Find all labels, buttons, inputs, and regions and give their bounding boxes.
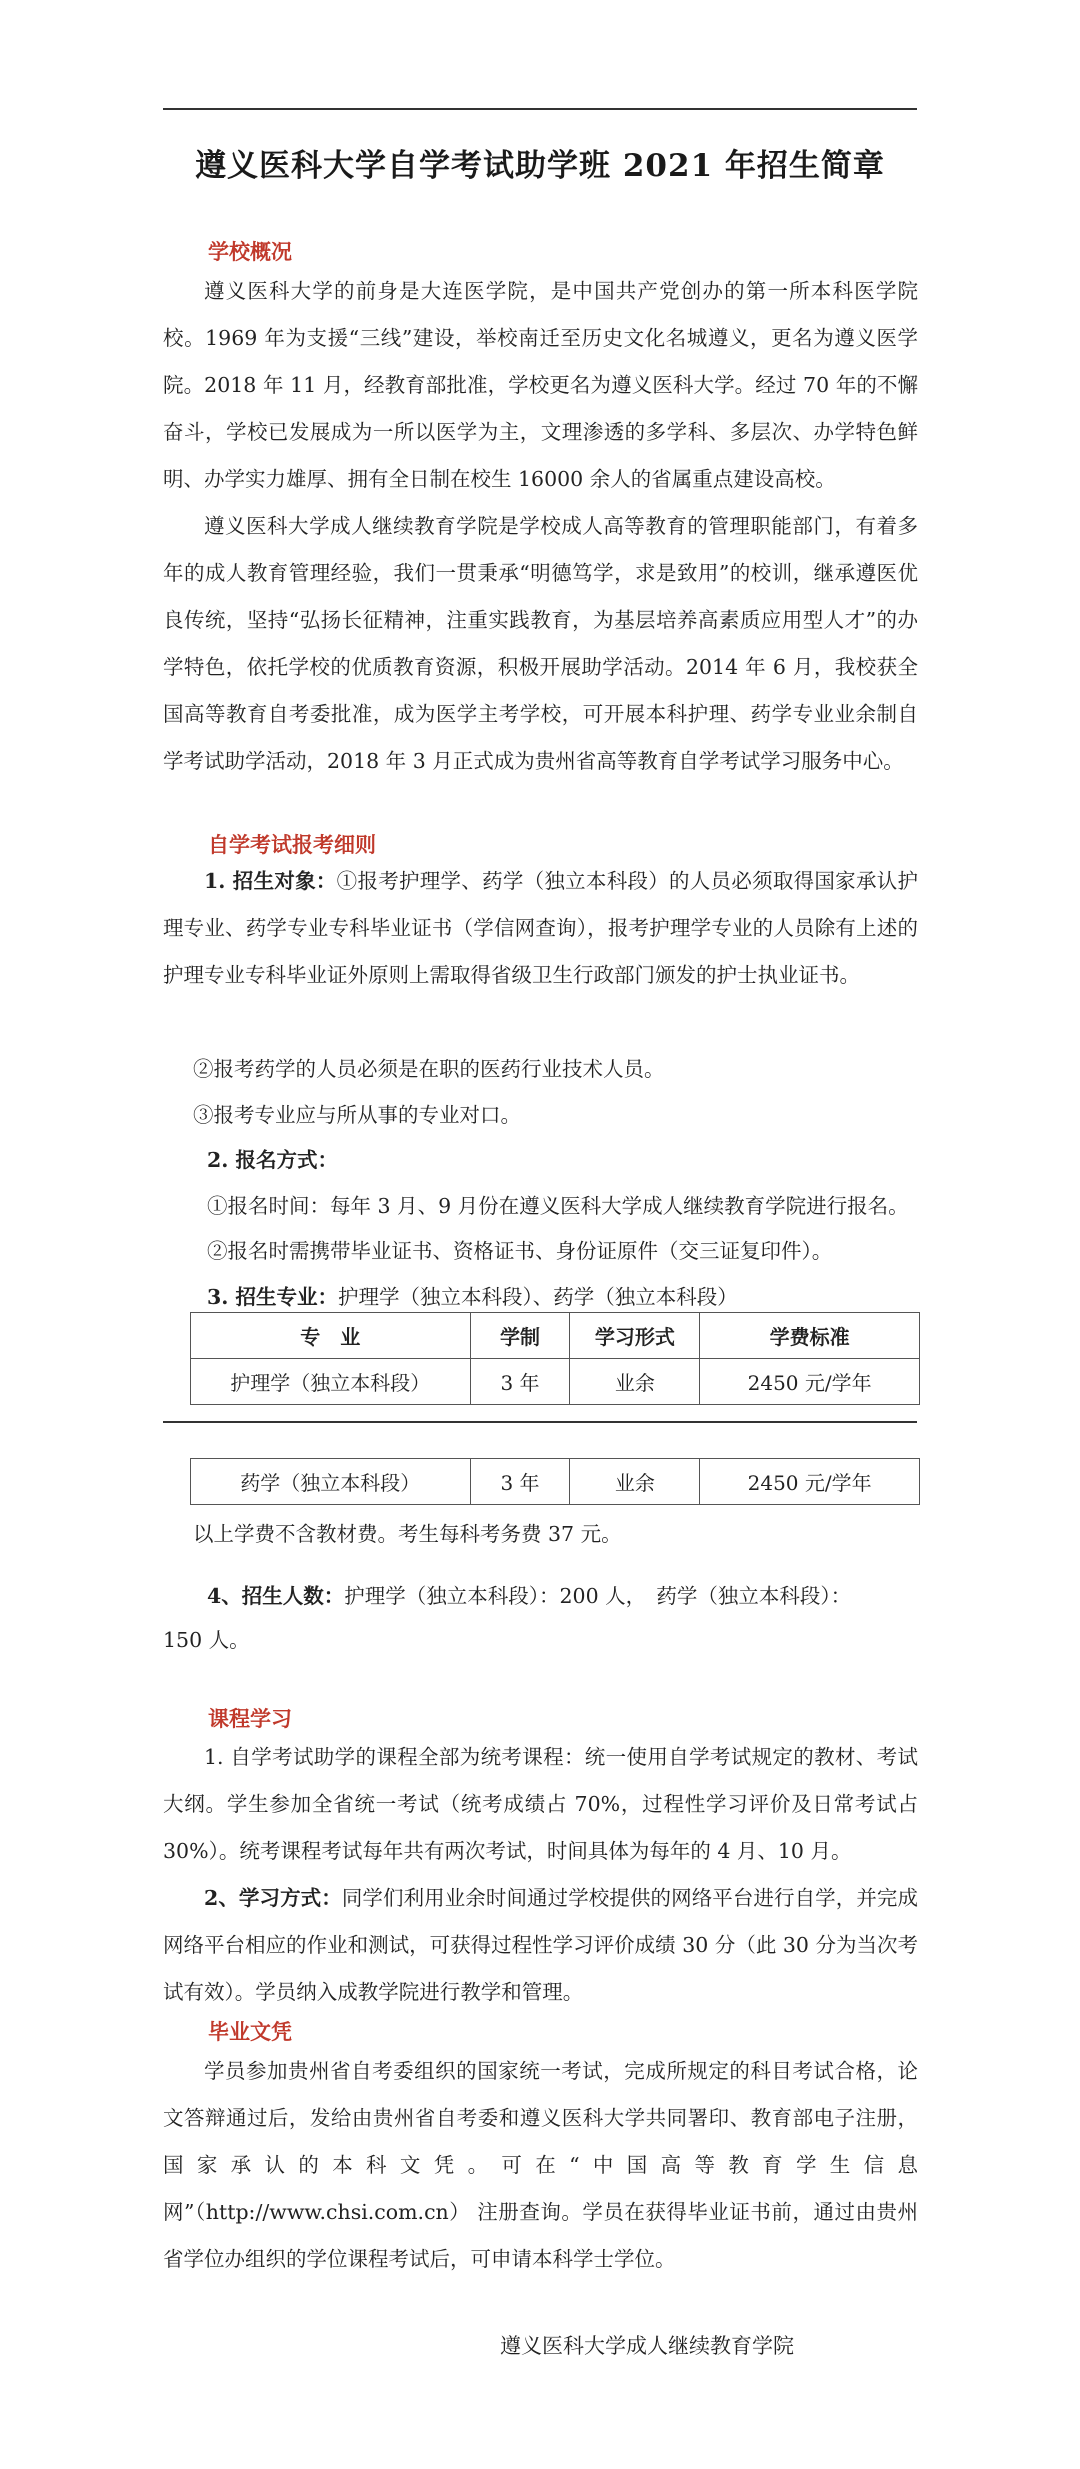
fee-table-header: 专 业 [191, 1313, 471, 1359]
rules-item-1-text: ①报考护理学、药学（独立本科段）的人员必须取得国家承认护理专业、药学专业专科毕业证书（学信网查询），报考护理学专业的人员除有上述的护理专业专科毕业证外原则上需取得省级卫生行政部门颁发的护士执业证书。 [163, 869, 918, 987]
rules-item-3-label: 3. 招生专业： [207, 1285, 339, 1309]
course-paragraph-1: 1. 自学考试助学的课程全部为统考课程：统一使用自学考试规定的教材、考试大纲。学生参加全省统一考试（统考成绩占 70%，过程性学习评价及日常考试占 30%）。统考课程考试每年共有两次考试，时间具体为每年的 4 月、10 月。 [163, 1745, 918, 1863]
rules-item-4-label: 4、招生人数： [207, 1584, 345, 1608]
rules-item-2a: ①报名时间：每年 3 月、9 月份在遵义医科大学成人继续教育学院进行报名。 [207, 1194, 909, 1218]
rules-item-4-text: 护理学（独立本科段）：200 人， 药学（独立本科段）： [344, 1584, 852, 1608]
fee-table [190, 1312, 920, 1405]
fee-note: 以上学费不含教材费。考生每科考务费 37 元。 [193, 1522, 622, 1546]
rules-item-2b: ②报名时需携带毕业证书、资格证书、身份证原件（交三证复印件）。 [207, 1239, 833, 1263]
table-cell: 护理学（独立本科段） [191, 1359, 471, 1405]
course-paragraph-2-label: 2、学习方式： [204, 1886, 342, 1910]
school-paragraph-2: 遵义医科大学成人继续教育学院是学校成人高等教育的管理职能部门，有着多年的成人教育管理经验，我们一贯秉承“明德笃学，求是致用”的校训，继承遵医优良传统，坚持“弘扬长征精神，注重实践教育，为基层培养高素质应用型人才”的办学特色，依托学校的优质教育资源，积极开展助学活动。2014 年 6 月，我校获全国高等教育自考委批准，成为医学主考学校，可开展本科护理、药学专业业余制自学考试助学活动，2018 年 3 月正式成为贵州省高等教育自学考试学习服务中心。 [163, 514, 918, 773]
top-rule [163, 108, 917, 110]
page-break-rule [163, 1421, 917, 1423]
fee-table-header: 学制 [470, 1313, 570, 1359]
section-heading-diploma: 毕业文凭 [208, 2019, 292, 2044]
diploma-paragraph: 学员参加贵州省自考委组织的国家统一考试，完成所规定的科目考试合格，论文答辩通过后，发给由贵州省自考委和遵义医科大学共同署印、教育部电子注册，国家承认的本科文凭。可在“中国高等教育学生信息网”（http://www.chsi.com.cn） 注册查询。学员在获得毕业证书前，通过由贵州省学位办组织的学位课程考试后，可申请本科学士学位。 [163, 2059, 918, 2271]
course-paragraph-2-text: 同学们利用业余时间通过学校提供的网络平台进行自学，并完成网络平台相应的作业和测试，可获得过程性学习评价成绩 30 分（此 30 分为当次考试有效）。学员纳入成教学院进行教学和管理。 [163, 1886, 918, 2004]
table-row [191, 1459, 920, 1505]
table-cell: 3 年 [470, 1459, 570, 1505]
rules-item-1-label: 1. 招生对象： [204, 869, 337, 893]
section-heading-course: 课程学习 [208, 1706, 292, 1731]
table-cell: 2450 元/学年 [700, 1359, 920, 1405]
rules-item-4-continued: 150 人。 [163, 1628, 250, 1652]
fee-table-continued [190, 1458, 920, 1505]
table-cell: 药学（独立本科段） [191, 1459, 471, 1505]
table-cell: 3 年 [470, 1359, 570, 1405]
rules-item-1b: ②报考药学的人员必须是在职的医药行业技术人员。 [193, 1057, 665, 1081]
table-cell: 业余 [570, 1459, 700, 1505]
section-heading-rules: 自学考试报考细则 [208, 832, 376, 857]
page-title: 遵义医科大学自学考试助学班 2021 年招生简章 [195, 148, 885, 184]
fee-table-header-row [191, 1313, 920, 1359]
school-paragraph-1: 遵义医科大学的前身是大连医学院，是中国共产党创办的第一所本科医学院校。1969 年为支援“三线”建设，举校南迁至历史文化名城遵义，更名为遵义医学院。2018 年 11 月，经教育部批准，学校更名为遵义医科大学。经过 70 年的不懈奋斗，学校已发展成为一所以医学为主，文理渗透的多学科、多层次、办学特色鲜明、办学实力雄厚、拥有全日制在校生 16000 余人的省属重点建设高校。 [163, 279, 918, 491]
table-row [191, 1359, 920, 1405]
fee-table-header: 学习形式 [570, 1313, 700, 1359]
rules-item-1 [163, 858, 918, 999]
rules-item-2-label: 2. 报名方式： [207, 1148, 339, 1172]
table-cell: 业余 [570, 1359, 700, 1405]
fee-table-header: 学费标准 [700, 1313, 920, 1359]
signature: 遵义医科大学成人继续教育学院 [500, 2334, 794, 2358]
rules-item-4 [207, 1576, 851, 1616]
course-paragraph-2 [163, 1875, 918, 2016]
section-heading-school: 学校概况 [208, 239, 292, 264]
rules-item-3-text: 护理学（独立本科段）、药学（独立本科段） [338, 1285, 738, 1309]
table-cell: 2450 元/学年 [700, 1459, 920, 1505]
rules-item-1c: ③报考专业应与所从事的专业对口。 [193, 1103, 521, 1127]
rules-item-3 [207, 1277, 738, 1317]
